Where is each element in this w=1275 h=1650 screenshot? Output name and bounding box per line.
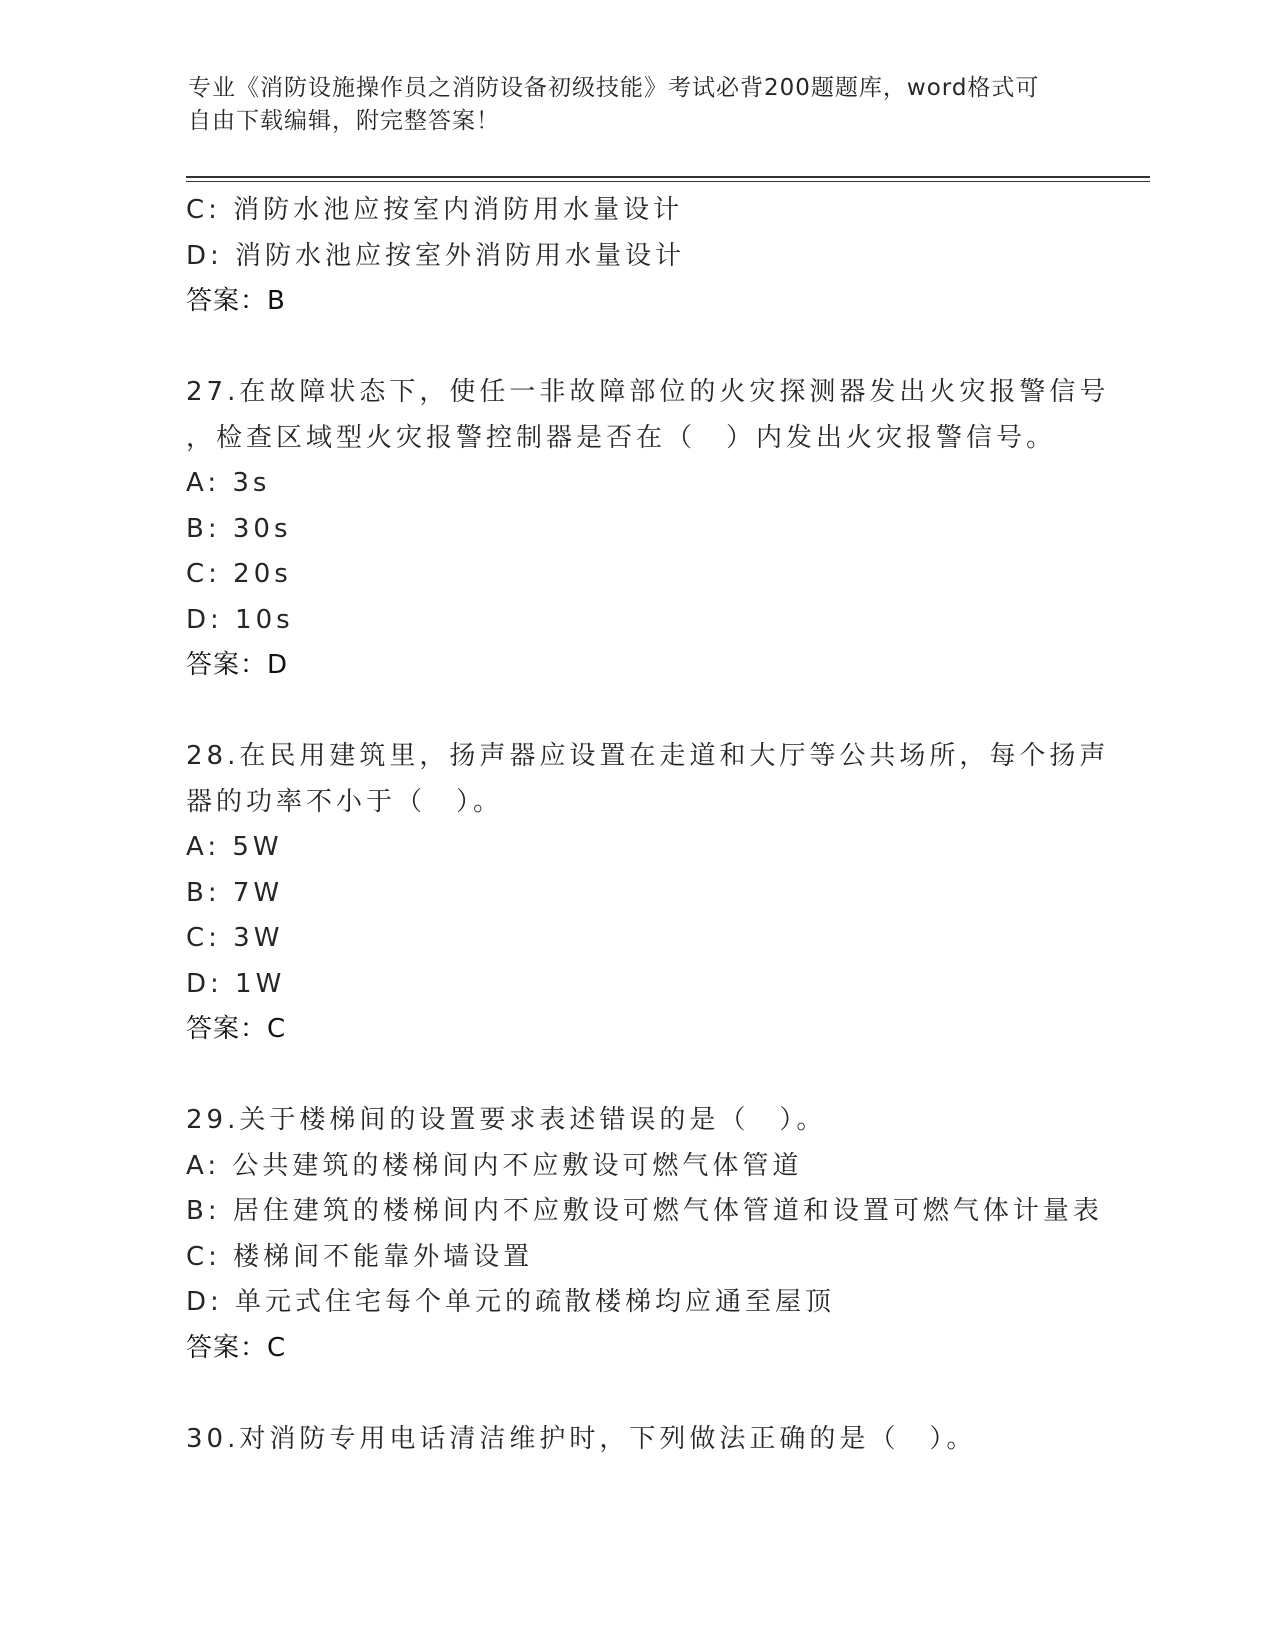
option-a: A: 公共建筑的楼梯间内不应敷设可燃气体管道 [186, 1150, 803, 1181]
spacer [186, 1053, 1086, 1099]
header-title-line-2: 自由下载编辑，附完整答案！ [188, 108, 500, 134]
header-divider-thick [186, 176, 1150, 178]
option-b: B: 7W [186, 877, 284, 908]
spacer [186, 325, 1086, 371]
question-stem: 29.关于楼梯间的设置要求表述错误的是（ ）。 [186, 1105, 827, 1135]
option-d: D: 1W [186, 968, 286, 999]
question-stem-continued: ，检查区域型火灾报警控制器是否在（ ）内发出火灾报警信号。 [186, 422, 1057, 453]
option-c: C: 3W [186, 923, 284, 953]
option-d: D: 单元式住宅每个单元的疏散楼梯均应通至屋顶 [186, 1287, 836, 1317]
answer-line: 答案：C [186, 1332, 287, 1363]
question-stem-continued: 器的功率不小于（ ）。 [186, 786, 504, 817]
question-stem: 28.在民用建筑里，扬声器应设置在走道和大厅等公共场所，每个扬声 [186, 741, 1110, 771]
option-a: A: 5W [186, 832, 283, 862]
question-29 [186, 1098, 1103, 1371]
question-list [186, 188, 1110, 1462]
document-header [188, 72, 1068, 138]
option-b: B: 居住建筑的楼梯间内不应敷设可燃气体管道和设置可燃气体计量表 [186, 1196, 1103, 1226]
answer-line: 答案：C [186, 1014, 287, 1044]
question-27 [186, 370, 1110, 689]
header-title-line-1: 专业《消防设施操作员之消防设备初级技能》考试必背200题题库，word格式可 [188, 75, 1040, 101]
answer-line: 答案：D [186, 650, 289, 680]
option-c: C: 消防水池应按室内消防用水量设计 [186, 195, 684, 225]
header-divider-thin [186, 181, 1150, 182]
option-c: C: 楼梯间不能靠外墙设置 [186, 1241, 534, 1272]
spacer [186, 1371, 1086, 1417]
option-d: D: 10s [186, 604, 294, 635]
option-d: D: 消防水池应按室外消防用水量设计 [186, 240, 686, 271]
option-a: A: 3s [186, 468, 271, 498]
question-26 [186, 188, 1086, 325]
question-stem: 27.在故障状态下，使任一非故障部位的火灾探测器发出火灾报警信号 [186, 377, 1110, 407]
question-stem: 30.对消防专用电话清洁维护时，下列做法正确的是（ ）。 [186, 1423, 977, 1454]
option-b: B: 30s [186, 513, 292, 544]
spacer [186, 689, 1086, 735]
answer-line: 答案：B [186, 286, 286, 316]
question-28 [186, 734, 1110, 1053]
option-c: C: 20s [186, 559, 292, 589]
question-30 [186, 1417, 1086, 1463]
